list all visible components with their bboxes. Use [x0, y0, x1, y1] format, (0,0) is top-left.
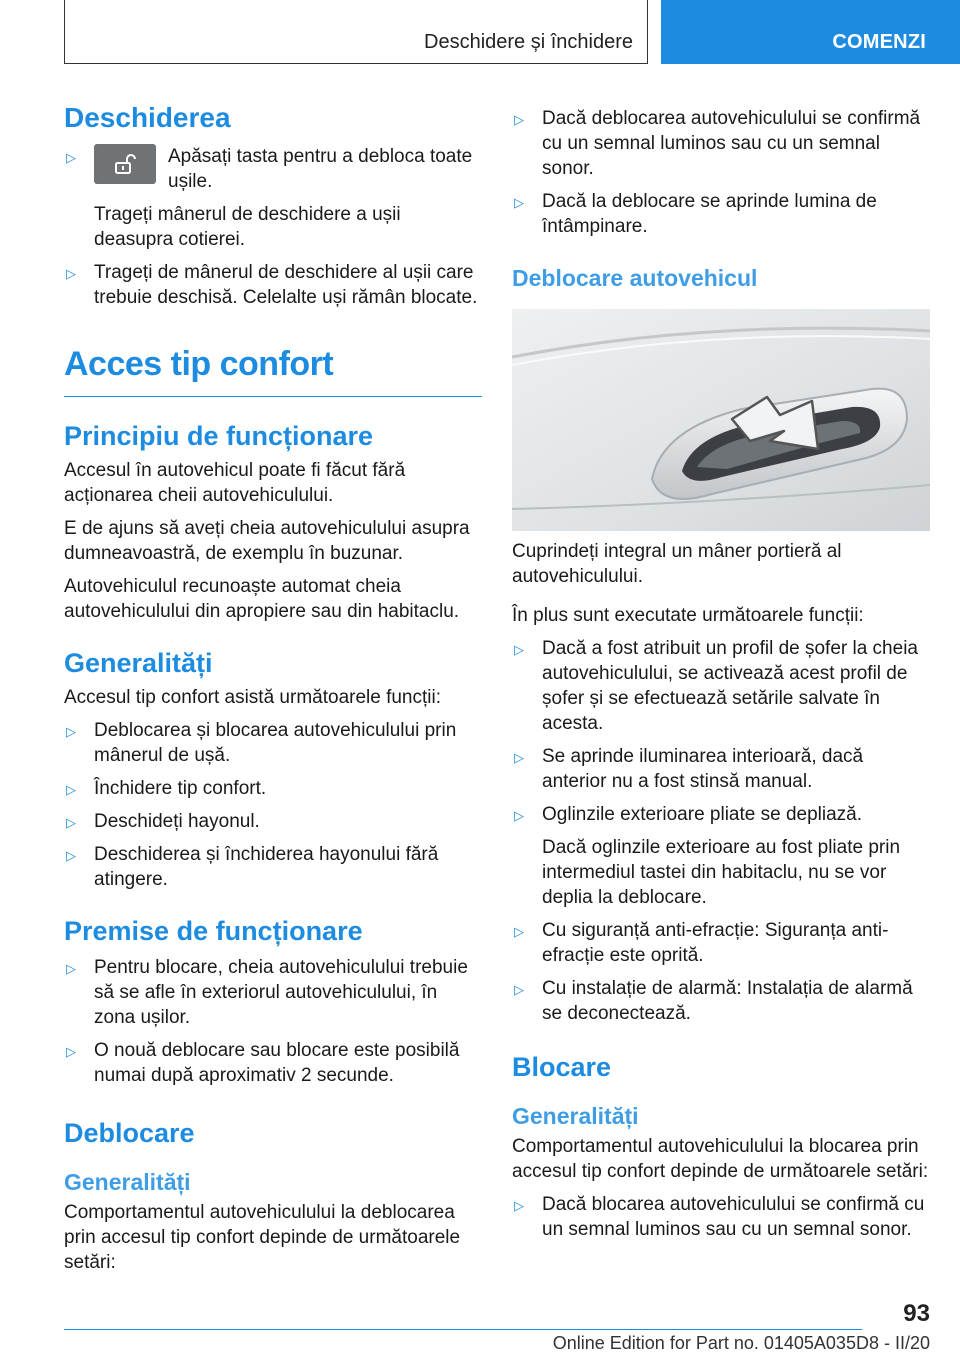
list-item-text: Închidere tip confort.: [94, 777, 267, 799]
paragraph: Comportamentul autovehiculului la blocarea prin accesul tip confort depinde de următoarele setări:: [512, 1136, 929, 1183]
header-section-box: [64, 0, 648, 64]
bullet-icon: ▷: [66, 814, 76, 830]
list-item-text: Deblocarea și blocarea autovehiculului prin mânerul de ușă.: [94, 719, 457, 766]
header-chapter-title: COMENZI: [832, 31, 926, 53]
door-handle-photo: [512, 309, 930, 531]
heading-deblocare-generalitati: Generalități: [64, 1168, 191, 1195]
bullet-icon: ▷: [514, 112, 524, 127]
list-item: [512, 918, 930, 968]
heading-deschiderea: Deschiderea: [64, 102, 231, 133]
paragraph: Comportamentul autovehiculului la deblocarea prin accesul tip confort depinde de următoarele setări:: [64, 1202, 461, 1274]
footer-edition: Online Edition for Part no. 01405A035D8 - II/20: [552, 1333, 930, 1353]
list-item-text: Dacă a fost atribuit un profil de șofer la cheia autovehiculului, se activează acest profil de șofer și se efectuează setările salvate în acesta.: [542, 637, 918, 734]
unlock-key-icon: [94, 144, 156, 184]
list-item-text: Pentru blocare, cheia autovehiculului trebuie să se afle în exteriorul autovehiculului, în zona ușilor.: [94, 956, 468, 1028]
heading-generalitati: Generalități: [64, 647, 213, 678]
bullet-icon: ▷: [66, 847, 76, 863]
photo-caption: Cuprindeți integral un mâner portieră al autovehiculului.: [512, 540, 842, 587]
deblocare-settings-list: [512, 106, 930, 239]
header-chapter-tab[interactable]: [661, 0, 960, 64]
blocare-list: [512, 1192, 930, 1242]
header-section-title: Deschidere și închidere: [424, 31, 633, 53]
bullet-icon: ▷: [66, 723, 76, 739]
list-item: [512, 802, 930, 910]
list-item-text: Dacă blocarea autovehiculului se confirmă cu un semnal luminos sau cu un semnal sonor.: [542, 1194, 925, 1241]
list-item: [64, 1038, 482, 1088]
bullet-icon: ▷: [514, 641, 524, 657]
bullet-icon: ▷: [66, 1043, 76, 1059]
bullet-icon: ▷: [66, 150, 76, 166]
list-item: [64, 260, 482, 310]
list-item: [512, 1192, 930, 1242]
paragraph: Accesul tip confort asistă următoarele funcții:: [64, 686, 442, 708]
list-item: [64, 718, 482, 768]
list-item: [512, 636, 930, 736]
list-item-text: Se aprinde iluminarea interioară, dacă anterior nu a fost stinsă manual.: [542, 745, 864, 792]
list-item-text: Oglinzile exterioare pliate se depliază.: [542, 803, 863, 825]
paragraph: Accesul în autovehicul poate fi făcut fără acționarea cheii autovehiculului.: [64, 459, 406, 506]
heading-blocare-generalitati: Generalități: [512, 1102, 639, 1129]
bullet-icon: ▷: [514, 923, 524, 939]
list-item: [64, 144, 482, 252]
list-item-subtext: Trageți mânerul de deschidere a ușii deasupra cotierei.: [94, 204, 401, 251]
heading-acces-confort: Acces tip confort: [64, 345, 334, 384]
bullet-icon: ▷: [514, 981, 524, 997]
bullet-icon: ▷: [514, 749, 524, 765]
bullet-icon: ▷: [66, 781, 76, 797]
bullet-icon: ▷: [514, 195, 524, 210]
list-item: [512, 976, 930, 1026]
right-column: [512, 96, 930, 1242]
footer-rule: [64, 1329, 862, 1330]
list-item-text: Dacă la deblocare se aprinde lumina de întâmpinare.: [542, 191, 877, 237]
list-item: [64, 955, 482, 1030]
list-item-text: O nouă deblocare sau blocare este posibilă numai după aproximativ 2 secunde.: [94, 1039, 460, 1086]
list-item-text: Trageți de mânerul de deschidere al ușii care trebuie deschisă. Celelalte uși rămân blocate.: [94, 262, 478, 309]
list-item-text: Cu siguranță anti-efracție: Siguranța anti-efracție este oprită.: [542, 919, 889, 966]
functii-list: [512, 636, 930, 1026]
list-item-text: Deschideți hayonul.: [94, 810, 260, 832]
paragraph: Autovehiculul recunoaște automat cheia autovehiculului din apropiere sau din habitaclu.: [64, 575, 460, 622]
bullet-icon: ▷: [66, 960, 76, 976]
list-item: [64, 842, 482, 892]
page-header: [0, 0, 960, 66]
list-item-subtext: Dacă oglinzile exterioare au fost pliate prin intermediul tastei din habitaclu, nu se vor deplia la deblocare.: [542, 836, 901, 908]
bullet-icon: ▷: [66, 266, 76, 282]
paragraph: E de ajuns să aveți cheia autovehiculului asupra dumneavoastră, de exemplu în buzunar.: [64, 517, 470, 564]
list-item: [64, 776, 482, 801]
bullet-icon: ▷: [514, 1198, 524, 1214]
heading-deblocare: Deblocare: [64, 1117, 195, 1148]
list-item-text: Dacă deblocarea autovehiculului se confirmă cu un semnal luminos sau cu un semnal sonor.: [542, 108, 921, 179]
list-item: [64, 809, 482, 834]
list-item-text: Apăsați tasta pentru a debloca toate ușile.: [168, 146, 473, 193]
bullet-icon: ▷: [514, 807, 524, 823]
heading-principiu: Principiu de funcționare: [64, 420, 374, 451]
list-item: [512, 189, 930, 239]
deschiderea-list: [64, 144, 482, 310]
paragraph: În plus sunt executate următoarele funcții:: [512, 604, 864, 626]
heading-deblocare-autovehicul: Deblocare autovehicul: [512, 265, 758, 291]
list-item: [512, 106, 930, 181]
generalitati-list: [64, 718, 482, 892]
heading-blocare: Blocare: [512, 1051, 612, 1082]
list-item: [512, 744, 930, 794]
list-item-text: Cu instalație de alarmă: Instalația de alarmă se deconectează.: [542, 977, 913, 1024]
page-number: 93: [903, 1300, 930, 1327]
premise-list: [64, 955, 482, 1088]
left-column: [64, 96, 482, 1275]
heading-rule: [64, 396, 482, 397]
list-item-text: Deschiderea și închiderea hayonului fără atingere.: [94, 843, 439, 890]
heading-premise: Premise de funcționare: [64, 915, 363, 946]
